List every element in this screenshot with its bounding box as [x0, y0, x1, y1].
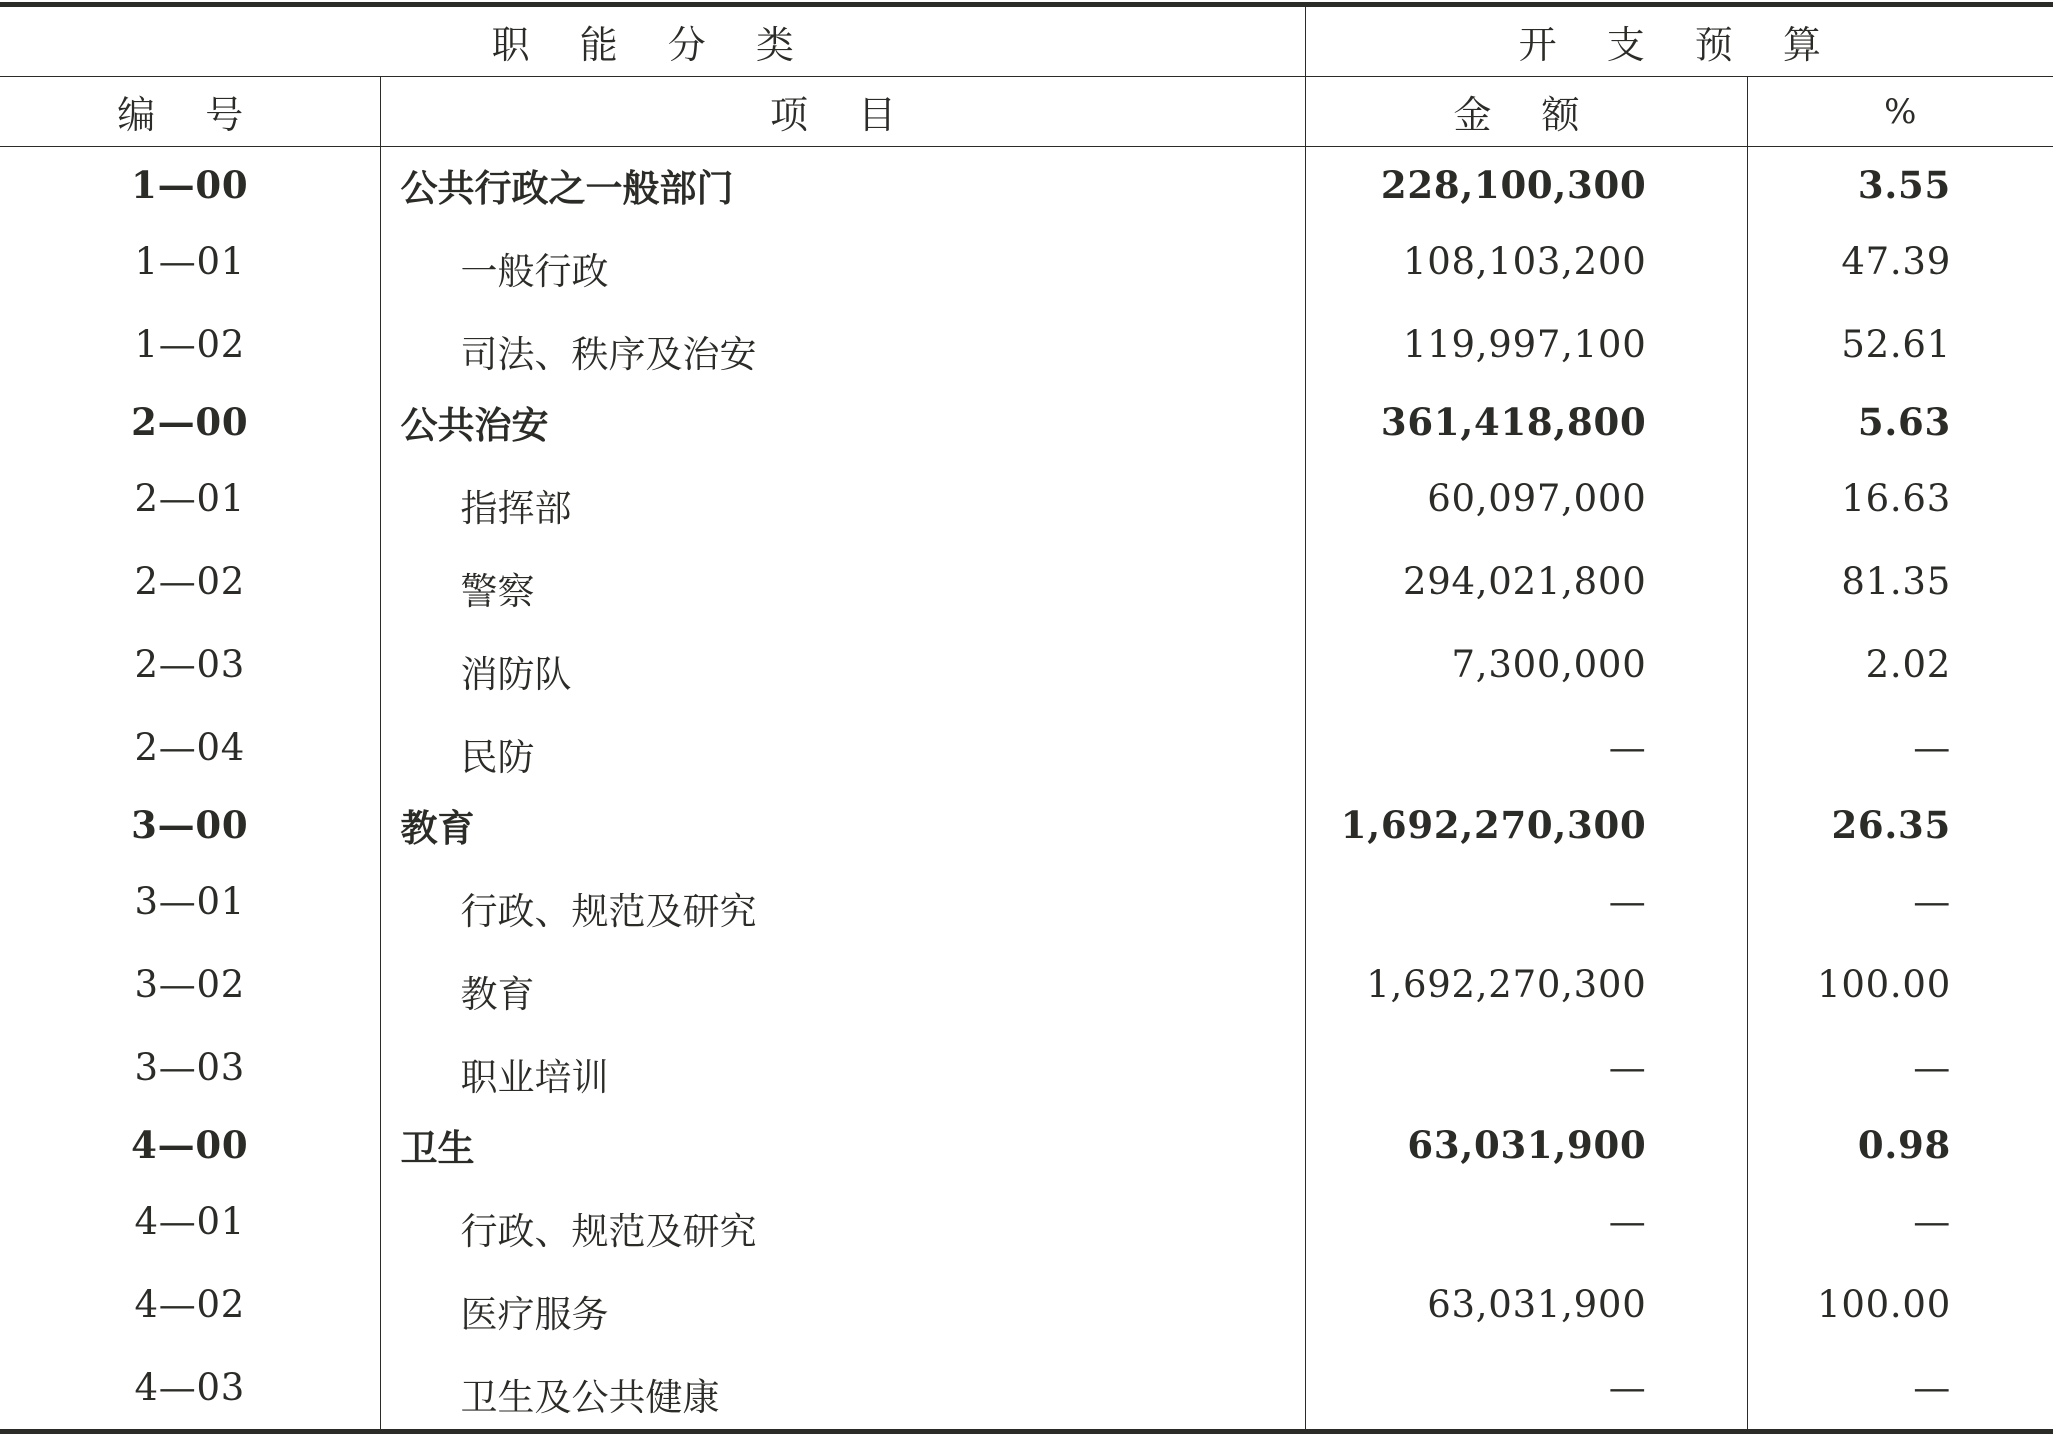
subcategory-row — [0, 1346, 2053, 1432]
row-item: 公共治安 — [380, 386, 1305, 457]
row-amount: 1,692,270,300 — [1305, 943, 1747, 1026]
category-row — [0, 789, 2053, 860]
row-percent: 47.39 — [1841, 240, 1951, 283]
row-percent: 5.63 — [1857, 399, 1951, 444]
category-row — [0, 1109, 2053, 1180]
subcategory-row — [0, 540, 2053, 623]
row-code: 2—03 — [0, 623, 380, 706]
row-amount: 228,100,300 — [1305, 147, 1747, 221]
row-code: 2—00 — [0, 386, 380, 457]
row-code: 3—01 — [0, 860, 380, 943]
row-code: 4—02 — [0, 1263, 380, 1346]
row-percent: — — [1913, 1366, 1951, 1409]
row-item: 一般行政 — [380, 220, 1305, 303]
subcategory-row — [0, 1026, 2053, 1109]
row-amount: 1,692,270,300 — [1305, 789, 1747, 860]
row-percent: 0.98 — [1857, 1122, 1951, 1167]
row-item: 职业培训 — [380, 1026, 1305, 1109]
row-percent: — — [1913, 1200, 1951, 1243]
header-column-row — [0, 77, 2053, 147]
row-item: 行政、规范及研究 — [380, 860, 1305, 943]
row-code: 1—00 — [0, 147, 380, 221]
category-row — [0, 147, 2053, 221]
budget-table — [0, 2, 2053, 1434]
subcategory-row — [0, 860, 2053, 943]
row-item: 警察 — [380, 540, 1305, 623]
row-item: 民防 — [380, 706, 1305, 789]
header-percent: % — [1747, 77, 2053, 147]
row-item: 公共行政之一般部门 — [380, 147, 1305, 221]
table-header — [0, 5, 2053, 147]
row-code: 2—02 — [0, 540, 380, 623]
subcategory-row — [0, 623, 2053, 706]
row-percent: 100.00 — [1817, 1283, 1951, 1326]
subcategory-row — [0, 1180, 2053, 1263]
header-amount: 金 额 — [1305, 77, 1747, 147]
row-code: 4—01 — [0, 1180, 380, 1263]
header-code: 编 号 — [0, 77, 380, 147]
row-code: 4—00 — [0, 1109, 380, 1180]
header-functional-classification: 职 能 分 类 — [0, 5, 1305, 77]
row-percent: — — [1913, 726, 1951, 769]
row-code: 2—04 — [0, 706, 380, 789]
header-expenditure-budget: 开 支 预 算 — [1305, 5, 2053, 77]
subcategory-row — [0, 943, 2053, 1026]
row-percent: 26.35 — [1831, 802, 1951, 847]
row-code: 4—03 — [0, 1346, 380, 1432]
row-amount: 108,103,200 — [1305, 220, 1747, 303]
row-percent: 2.02 — [1865, 643, 1951, 686]
row-item: 医疗服务 — [380, 1263, 1305, 1346]
row-code: 1—01 — [0, 220, 380, 303]
row-amount: 119,997,100 — [1305, 303, 1747, 386]
row-code: 1—02 — [0, 303, 380, 386]
row-amount: — — [1305, 706, 1747, 789]
header-item: 项 目 — [380, 77, 1305, 147]
row-amount: — — [1305, 1026, 1747, 1109]
row-percent: 3.55 — [1857, 162, 1951, 207]
row-amount: — — [1305, 860, 1747, 943]
row-percent: — — [1913, 880, 1951, 923]
row-code: 2—01 — [0, 457, 380, 540]
row-amount: 63,031,900 — [1305, 1263, 1747, 1346]
row-percent: 81.35 — [1841, 560, 1951, 603]
row-amount: — — [1305, 1180, 1747, 1263]
row-amount: — — [1305, 1346, 1747, 1432]
row-percent: — — [1913, 1046, 1951, 1089]
subcategory-row — [0, 457, 2053, 540]
header-group-row — [0, 5, 2053, 77]
row-item: 卫生及公共健康 — [380, 1346, 1305, 1432]
subcategory-row — [0, 1263, 2053, 1346]
subcategory-row — [0, 303, 2053, 386]
row-amount: 294,021,800 — [1305, 540, 1747, 623]
row-amount: 63,031,900 — [1305, 1109, 1747, 1180]
row-amount: 7,300,000 — [1305, 623, 1747, 706]
row-code: 3—03 — [0, 1026, 380, 1109]
row-percent: 100.00 — [1817, 963, 1951, 1006]
row-item: 指挥部 — [380, 457, 1305, 540]
row-item: 司法、秩序及治安 — [380, 303, 1305, 386]
row-percent: 16.63 — [1841, 477, 1951, 520]
row-code: 3—02 — [0, 943, 380, 1026]
table-body — [0, 147, 2053, 1432]
subcategory-row — [0, 706, 2053, 789]
subcategory-row — [0, 220, 2053, 303]
row-amount: 361,418,800 — [1305, 386, 1747, 457]
category-row — [0, 386, 2053, 457]
row-item: 卫生 — [380, 1109, 1305, 1180]
row-amount: 60,097,000 — [1305, 457, 1747, 540]
row-percent: 52.61 — [1841, 323, 1951, 366]
row-code: 3—00 — [0, 789, 380, 860]
row-item: 消防队 — [380, 623, 1305, 706]
row-item: 行政、规范及研究 — [380, 1180, 1305, 1263]
row-item: 教育 — [380, 943, 1305, 1026]
row-item: 教育 — [380, 789, 1305, 860]
